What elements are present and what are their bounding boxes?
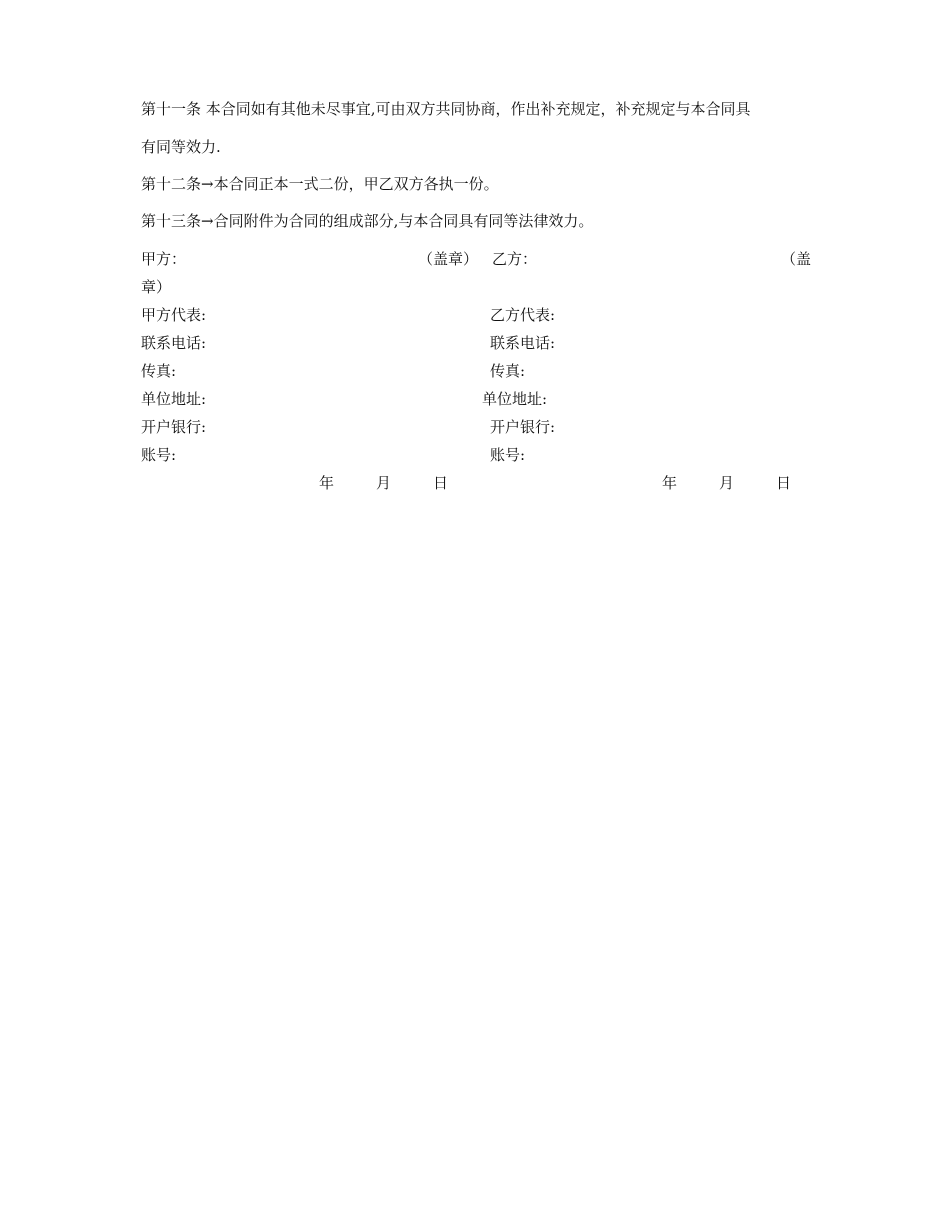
clause-11-line-1: 第十一条 本合同如有其他未尽事宜,可由双方共同协商，作出补充规定，补充规定与本合同具 xyxy=(141,100,751,118)
party-a-seal: （盖章） xyxy=(418,250,479,268)
party-a-label: 甲方： xyxy=(141,250,187,268)
party-a-date-year: 年 xyxy=(319,474,335,492)
party-a-bank: 开户银行: xyxy=(141,418,207,436)
clause-11-line-2: 有同等效力. xyxy=(141,138,221,156)
party-a-date-day: 日 xyxy=(433,474,449,492)
clause-12: 第十二条→本合同正本一式二份，甲乙双方各执一份。 xyxy=(141,175,499,193)
party-b-account: 账号: xyxy=(490,446,526,464)
clause-13: 第十三条→合同附件为合同的组成部分,与本合同具有同等法律效力。 xyxy=(141,212,594,230)
party-b-date-day: 日 xyxy=(776,474,792,492)
party-a-representative: 甲方代表: xyxy=(141,306,207,324)
party-b-seal-part-2: 章） xyxy=(141,278,172,296)
party-b-date-month: 月 xyxy=(719,474,735,492)
party-b-fax: 传真: xyxy=(490,362,526,380)
party-b-address: 单位地址: xyxy=(482,390,548,408)
party-b-bank: 开户银行: xyxy=(490,418,556,436)
party-b-phone: 联系电话: xyxy=(490,334,556,352)
party-a-address: 单位地址: xyxy=(141,390,207,408)
party-b-label: 乙方： xyxy=(492,250,538,268)
party-b-seal-part-1: （盖 xyxy=(781,250,812,268)
party-a-fax: 传真: xyxy=(141,362,177,380)
party-b-representative: 乙方代表: xyxy=(490,306,556,324)
party-a-phone: 联系电话: xyxy=(141,334,207,352)
party-a-date-month: 月 xyxy=(376,474,392,492)
party-a-account: 账号: xyxy=(141,446,177,464)
party-b-date-year: 年 xyxy=(662,474,678,492)
